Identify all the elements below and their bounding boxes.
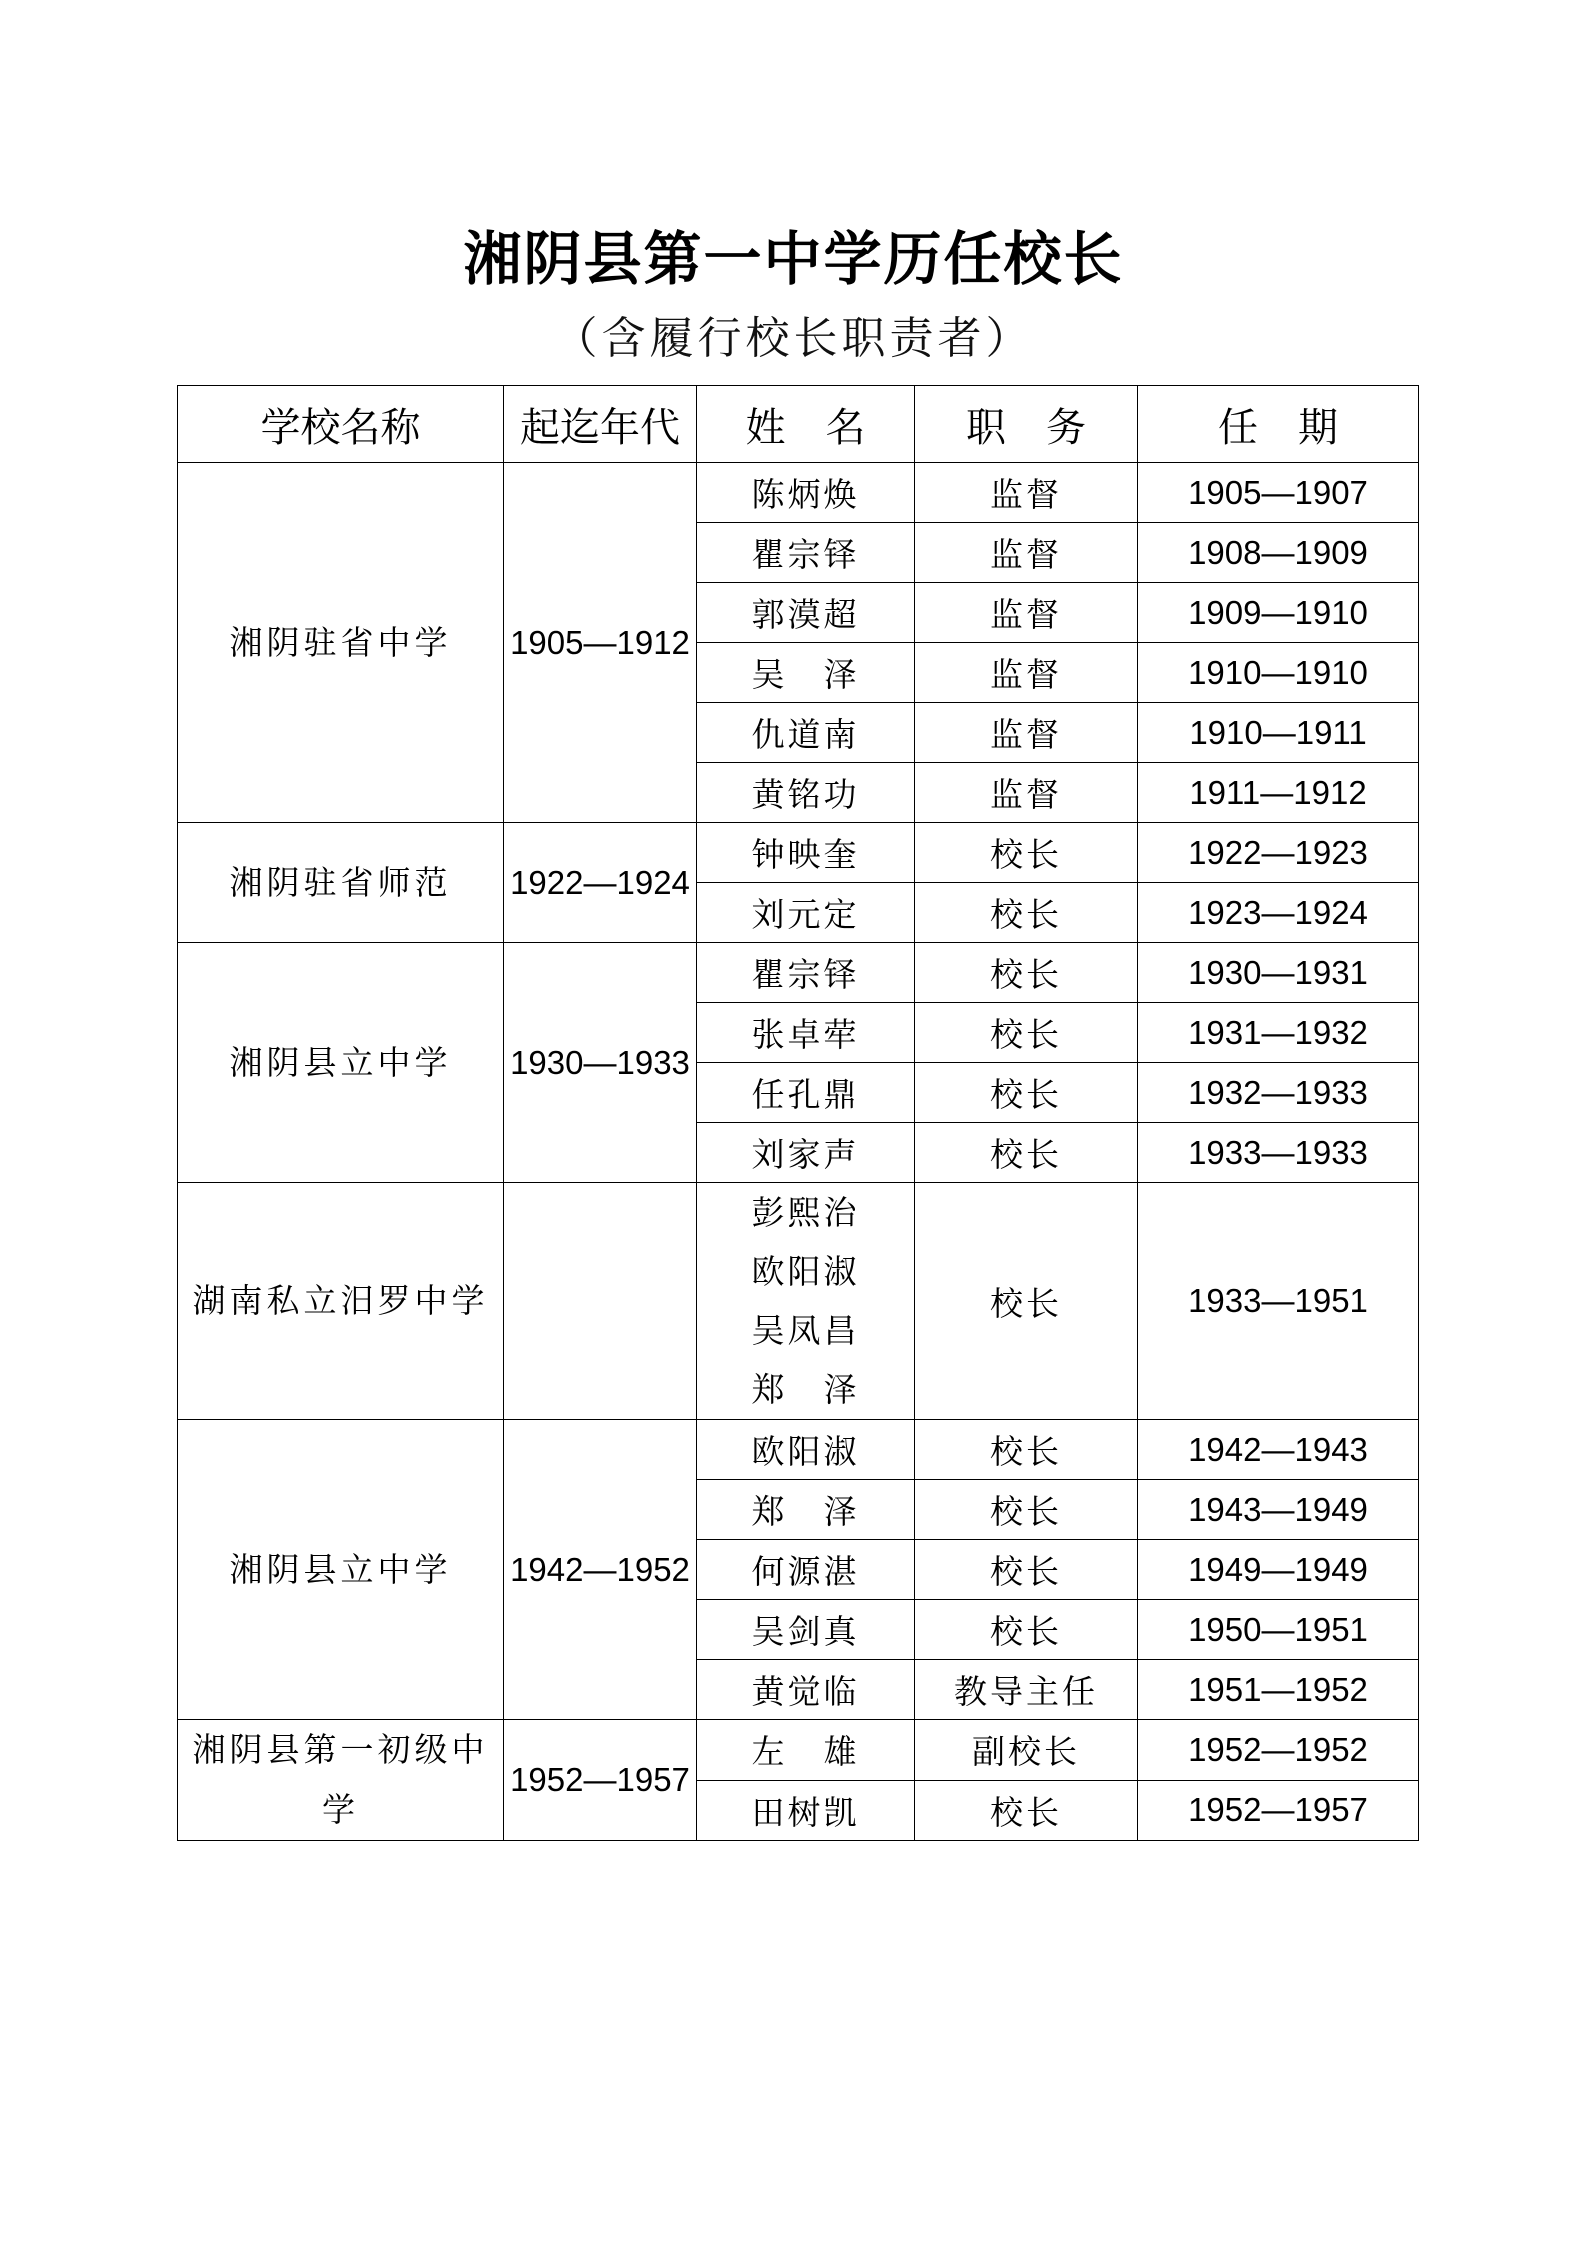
table-row [178, 463, 1419, 523]
header-term: 任 期 [1138, 386, 1419, 463]
term-cell: 1930—1931 [1138, 943, 1419, 1003]
role-cell: 副校长 [915, 1720, 1138, 1781]
name-item: 郑 泽 [751, 1370, 860, 1409]
term-cell: 1951—1952 [1138, 1660, 1419, 1720]
term-cell: 1943—1949 [1138, 1480, 1419, 1540]
name-cell: 刘家声 [697, 1123, 915, 1183]
table-row [178, 1183, 1419, 1420]
era-cell: 1905—1912 [504, 463, 697, 823]
role-cell: 校长 [915, 1420, 1138, 1480]
name-cell: 黄觉临 [697, 1660, 915, 1720]
term-cell: 1932—1933 [1138, 1063, 1419, 1123]
name-cell: 左 雄 [697, 1720, 915, 1781]
term-cell: 1908—1909 [1138, 523, 1419, 583]
role-cell: 校长 [915, 1780, 1138, 1841]
name-cell: 田树凯 [697, 1780, 915, 1841]
name-item: 欧阳淑 [751, 1252, 860, 1291]
term-cell: 1910—1911 [1138, 703, 1419, 763]
era-cell [504, 1183, 697, 1420]
term-cell: 1909—1910 [1138, 583, 1419, 643]
name-cell: 陈炳焕 [697, 463, 915, 523]
principals-table [177, 385, 1419, 1841]
school-cell: 湘阴驻省中学 [178, 463, 504, 823]
term-cell: 1933—1951 [1138, 1183, 1419, 1420]
table-row [178, 1720, 1419, 1781]
table-row [178, 823, 1419, 883]
name-list-cell [697, 1183, 915, 1420]
name-cell: 欧阳淑 [697, 1420, 915, 1480]
name-cell: 刘元定 [697, 883, 915, 943]
school-cell: 湘阴县第一初级中学 [178, 1720, 504, 1841]
header-era: 起迄年代 [504, 386, 697, 463]
era-cell: 1922—1924 [504, 823, 697, 943]
role-cell: 监督 [915, 583, 1138, 643]
role-cell: 校长 [915, 943, 1138, 1003]
table-row [178, 1420, 1419, 1480]
school-cell: 湘阴县立中学 [178, 943, 504, 1183]
table-row [178, 943, 1419, 1003]
page-title: 湘阴县第一中学历任校长 [463, 225, 1124, 293]
header-school: 学校名称 [178, 386, 504, 463]
name-cell: 吴 泽 [697, 643, 915, 703]
term-cell: 1950—1951 [1138, 1600, 1419, 1660]
school-cell: 湘阴驻省师范 [178, 823, 504, 943]
name-cell: 瞿宗铎 [697, 943, 915, 1003]
header-name: 姓 名 [697, 386, 915, 463]
era-cell: 1942—1952 [504, 1420, 697, 1720]
name-cell: 任孔鼎 [697, 1063, 915, 1123]
role-cell: 监督 [915, 523, 1138, 583]
term-cell: 1910—1910 [1138, 643, 1419, 703]
term-cell: 1922—1923 [1138, 823, 1419, 883]
header-row [178, 386, 1419, 463]
term-cell: 1933—1933 [1138, 1123, 1419, 1183]
name-cell: 郭漠超 [697, 583, 915, 643]
name-cell: 钟映奎 [697, 823, 915, 883]
name-cell: 郑 泽 [697, 1480, 915, 1540]
role-cell: 校长 [915, 1003, 1138, 1063]
name-item: 彭熙治 [751, 1193, 860, 1232]
role-cell: 教导主任 [915, 1660, 1138, 1720]
school-cell: 湖南私立汨罗中学 [178, 1183, 504, 1420]
role-cell: 校长 [915, 1600, 1138, 1660]
school-cell: 湘阴县立中学 [178, 1420, 504, 1720]
role-cell: 校长 [915, 1540, 1138, 1600]
term-cell: 1923—1924 [1138, 883, 1419, 943]
term-cell: 1952—1952 [1138, 1720, 1419, 1781]
role-cell: 校长 [915, 883, 1138, 943]
term-cell: 1942—1943 [1138, 1420, 1419, 1480]
role-cell: 校长 [915, 823, 1138, 883]
role-cell: 校长 [915, 1183, 1138, 1420]
role-cell: 监督 [915, 763, 1138, 823]
name-cell: 吴剑真 [697, 1600, 915, 1660]
role-cell: 校长 [915, 1480, 1138, 1540]
term-cell: 1949—1949 [1138, 1540, 1419, 1600]
name-item: 吴凤昌 [751, 1311, 860, 1350]
name-cell: 瞿宗铎 [697, 523, 915, 583]
era-cell: 1930—1933 [504, 943, 697, 1183]
role-cell: 校长 [915, 1123, 1138, 1183]
name-cell: 仇道南 [697, 703, 915, 763]
term-cell: 1905—1907 [1138, 463, 1419, 523]
role-cell: 监督 [915, 643, 1138, 703]
name-cell: 张卓荦 [697, 1003, 915, 1063]
role-cell: 监督 [915, 703, 1138, 763]
name-cell: 黄铭功 [697, 763, 915, 823]
header-role: 职 务 [915, 386, 1138, 463]
term-cell: 1931—1932 [1138, 1003, 1419, 1063]
term-cell: 1911—1912 [1138, 763, 1419, 823]
role-cell: 监督 [915, 463, 1138, 523]
role-cell: 校长 [915, 1063, 1138, 1123]
page-subtitle: （含履行校长职责者） [553, 313, 1034, 364]
era-cell: 1952—1957 [504, 1720, 697, 1841]
term-cell: 1952—1957 [1138, 1780, 1419, 1841]
name-cell: 何源湛 [697, 1540, 915, 1600]
